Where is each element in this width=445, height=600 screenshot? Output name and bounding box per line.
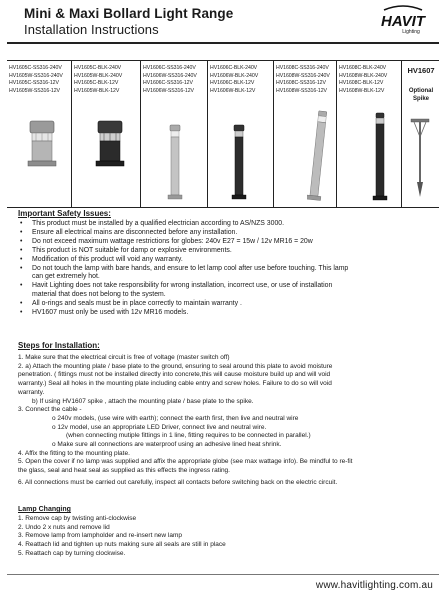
step-line: 1. Make sure that the electrical circuit is free of voltage (master switch off) — [18, 354, 230, 361]
model-code: HV1606W-BLK-240V — [210, 72, 259, 79]
model-code: HV1605C-SS316-12V — [9, 80, 59, 87]
step-line: o Make sure all connections are waterproof using an adhesive lined heat shrink. — [52, 441, 282, 449]
spike-image — [409, 117, 431, 199]
page-subtitle: Installation Instructions — [24, 22, 159, 37]
website-url: www.havitlighting.com.au — [315, 580, 433, 591]
spike-model-code: HV1607 — [407, 66, 435, 75]
lamp-step: 5. Reattach cap by turning clockwise. — [18, 549, 126, 557]
footer-divider — [7, 574, 439, 575]
maxi-bollard-black-image — [369, 111, 391, 205]
model-grid — [7, 60, 439, 208]
safety-item-continued: can get extremely hot. — [32, 273, 100, 281]
step-line: o 12v model, use an appropriate LED Driver, connect live and neutral wire. — [52, 423, 267, 431]
model-code: HV1605W-BLK-240V — [74, 72, 123, 79]
model-code: HV1608C-BLK-12V — [339, 80, 384, 87]
model-code: HV1605C-BLK-12V — [74, 80, 119, 87]
spike-label-spike: Spike — [412, 96, 429, 102]
steps-list — [18, 354, 438, 488]
model-code: HV1606W-BLK-12V — [210, 87, 256, 94]
lamp-step: 4. Reattach lid and tighten up nuts making sure all seals are still in place — [18, 541, 226, 549]
safety-list: • This product must be installed by a qualified electrician according to AS/NZS 3000. • Ensure all electrical mains are disconnected before any installation. • Do not exceed maximum wattage restrictions for globes: 240v E27 = 15w / 12v MR16 = 20w • This product is NOT suitable for damp or explosive environments. • Modification of this product will void any warranty. • Do not touch the lamp with bare hands, and ensure to let lamp cool after use before touching. This lamp can get extremely hot. • Havit Lighting does not take responsibility for wrong installation, incorrect use, or use of installation material that does not belong to the system. • All o-rings and seals must be in place correctly to maintain warranty . • HV1607 must only be used with 12v MR16 models. — [18, 220, 438, 318]
mid-bollard-ss-image — [165, 123, 185, 203]
model-code: HV1605W-BLK-12V — [74, 87, 120, 94]
safety-item: This product is NOT suitable for damp or explosive environments. — [32, 246, 232, 254]
model-code: HV1606C-SS316-12V — [143, 80, 193, 87]
model-code: HV1606C-BLK-12V — [210, 80, 255, 87]
model-code: HV1606W-SS316-12V — [143, 87, 194, 94]
steps-heading: Steps for Installation: — [18, 341, 100, 350]
step-line: the glass, seal and heat seal as supplied as this effects the ingress rating. — [18, 467, 230, 475]
safety-item: Havit Lighting does not take responsibility for wrong installation, incorrect use, or use of installation — [32, 282, 333, 290]
safety-item: Modification of this product will void any warranty. — [32, 255, 183, 263]
step-line: warranty.) Seal all holes in the mounting plate including cable entry and screw holes. Failure to do so will void — [18, 380, 332, 388]
model-code: HV1606C-BLK-240V — [210, 65, 258, 71]
page-title: Mini & Maxi Bollard Light Range — [24, 6, 234, 21]
model-code: HV1608W-SS316-12V — [276, 87, 327, 94]
step-line: b) If using HV1607 spike , attach the mounting plate / base plate to the spike. — [32, 397, 254, 405]
step-line: penetration. ( fittings must not be installed directly into concrete,this will cause moisture build up and will void — [18, 371, 331, 379]
mini-bollard-ss-image — [27, 117, 57, 171]
step-line: 6. All connections must be carried out carefully, inspect all contacts before switching back on the electric circuit. — [18, 478, 338, 486]
lamp-step: 3. Remove lamp from lampholder and re-insert new lamp — [18, 532, 183, 540]
spike-label-optional: Optional — [408, 88, 434, 94]
model-code: HV1605C-SS316-240V — [9, 65, 62, 71]
safety-item: HV1607 must only be used with 12v MR16 models. — [32, 309, 189, 317]
model-code: HV1605W-SS316-12V — [9, 87, 60, 94]
model-code: HV1606W-SS316-240V — [143, 72, 197, 79]
lamp-heading: Lamp Changing — [18, 506, 71, 513]
step-line: 2. a) Attach the mounting plate / base plate to the ground, ensuring to seal around this plate to avoid moisture — [18, 362, 333, 370]
mini-bollard-black-image — [95, 117, 125, 171]
model-code: HV1608C-SS316-240V — [276, 65, 329, 71]
model-code: HV1608W-SS316-240V — [276, 72, 330, 79]
svg-text:Lighting: Lighting — [402, 29, 420, 35]
step-line: o 240v models, (use wire with earth); connect the earth first, then live and neutral wire — [52, 414, 299, 422]
step-line: 4. Affix the fitting to the mounting plate. — [18, 449, 130, 457]
model-code: HV1608C-SS316-12V — [276, 80, 326, 87]
svg-text:HAVIT: HAVIT — [381, 13, 425, 30]
header-divider — [7, 42, 439, 44]
safety-item-continued: material that does not belong to the system. — [32, 291, 166, 299]
step-line: warranty. — [18, 388, 45, 396]
mid-bollard-black-image — [229, 123, 249, 203]
safety-item: All o-rings and seals must be in place correctly to maintain warranty . — [32, 300, 242, 308]
model-code: HV1608W-BLK-12V — [339, 87, 385, 94]
lamp-steps-list — [18, 515, 438, 559]
havit-logo — [378, 4, 428, 40]
model-code: HV1605C-BLK-240V — [74, 65, 122, 71]
safety-item: Do not touch the lamp with bare hands, and ensure to let lamp cool after use before touching. This lamp — [32, 264, 349, 272]
safety-item: Do not exceed maximum wattage restrictions for globes: 240v E27 = 15w / 12v MR16 = 20w — [32, 237, 313, 245]
safety-item: Ensure all electrical mains are disconnected before any installation. — [32, 228, 238, 236]
step-line: 5. Open the cover if no lamp was supplied and affix the appropriate globe (see max wattage info). Be mindful to re-fit — [18, 458, 353, 466]
safety-heading: Important Safety Issues: — [18, 209, 111, 218]
step-line: (when connecting mutiple fittings in 1 line, fitting requires to be connected in parallel.) — [66, 432, 311, 440]
step-line: 3. Connect the cable - — [18, 406, 82, 414]
lamp-step: 2. Undo 2 x nuts and remove lid — [18, 523, 110, 531]
model-code: HV1608W-BLK-240V — [339, 72, 388, 79]
safety-item: This product must be installed by a qualified electrician according to AS/NZS 3000. — [32, 220, 285, 227]
maxi-bollard-ss-image — [307, 109, 329, 205]
model-code: HV1608C-BLK-240V — [339, 65, 387, 71]
model-code: HV1605W-SS316-240V — [9, 72, 63, 79]
lamp-step: 1. Remove cap by twisting anti-clockwise — [18, 515, 137, 522]
model-code: HV1606C-SS316-240V — [143, 65, 196, 71]
